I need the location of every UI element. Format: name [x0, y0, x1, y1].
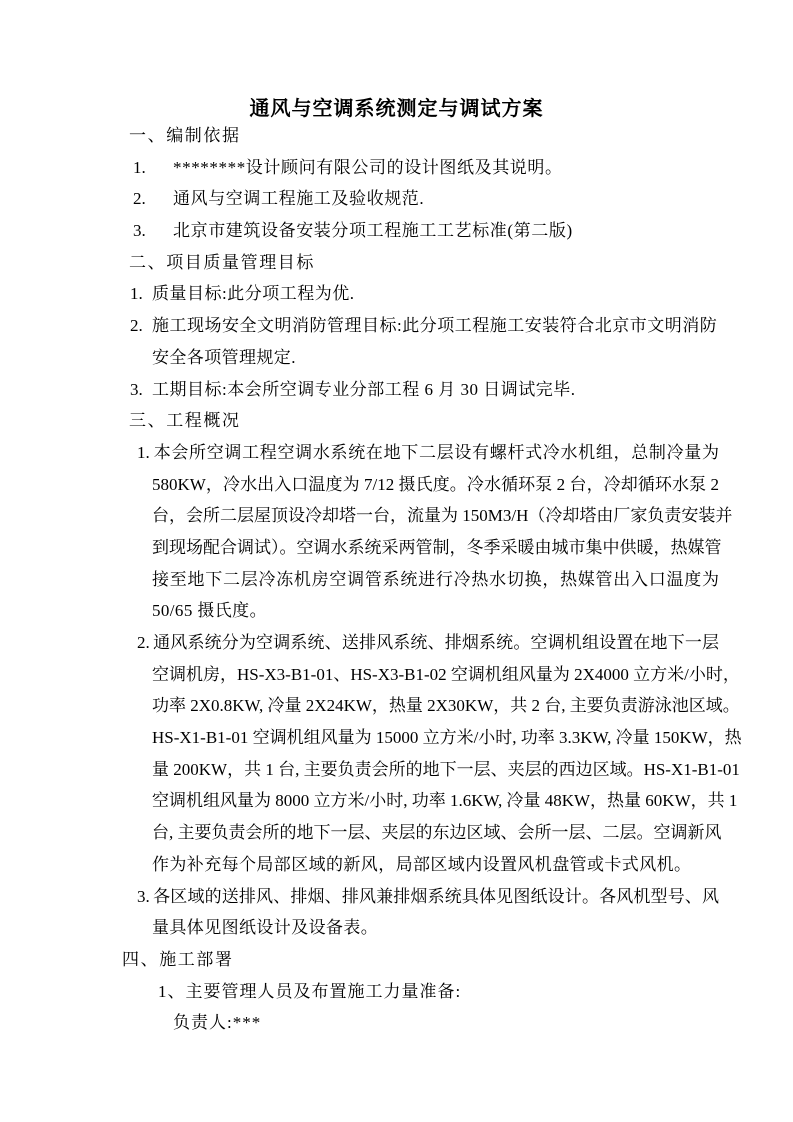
section-heading-3: 三、工程概况 — [129, 411, 241, 431]
item-marker: 3. — [133, 221, 146, 241]
paragraph-line: 台, 主要负责会所的地下一层、夹层的东边区域、会所一层、二层。空调新风 — [152, 823, 722, 843]
item-marker: 2. — [130, 316, 143, 336]
list-item — [0, 215, 793, 247]
list-item — [0, 183, 793, 215]
paragraph-line: 台，会所二层屋顶设冷却塔一台，流量为 150M3/H（冷却塔由厂家负责安装并 — [152, 506, 733, 526]
paragraph-line: 50/65 摄氏度。 — [152, 601, 267, 621]
item-text: 工期目标:本会所空调专业分部工程 6 月 30 日调试完毕. — [152, 379, 576, 399]
paragraph-line: 功率 2X0.8KW, 冷量 2X24KW，热量 2X30KW，共 2 台, 主要负责游泳池区域。 — [152, 696, 740, 716]
paragraph-line: HS-X1-B1-01 空调机组风量为 15000 立方米/小时, 功率 3.3KW, 冷量 150KW，热 — [152, 728, 742, 748]
paragraph-line: 空调机房，HS-X3-B1-01、HS-X3-B1-02 空调机组风量为 2X4000 立方米/小时， — [152, 664, 740, 684]
item-marker: 2. — [137, 633, 150, 652]
paragraph-item — [137, 627, 719, 659]
sub-item-line: 1、主要管理人员及布置施工力量准备: — [158, 981, 462, 1001]
document-title: 通风与空调系统测定与调试方案 — [249, 98, 544, 120]
item-text: 通风与空调工程施工及验收规范. — [173, 189, 425, 209]
item-marker: 3. — [130, 379, 143, 399]
item-marker: 1. — [133, 157, 146, 177]
item-marker: 1. — [130, 284, 143, 304]
paragraph-line: 通风系统分为空调系统、送排风系统、排烟系统。空调机组设置在地下一层 — [153, 633, 719, 652]
list-item-continuation: 安全各项管理规定. — [152, 347, 296, 367]
item-marker: 1. — [137, 442, 150, 462]
paragraph-line: 量 200KW，共 1 台, 主要负责会所的地下一层、夹层的西边区域。HS-X1-B1-01 — [152, 759, 740, 779]
paragraph-line: 本会所空调工程空调水系统在地下二层设有螺杆式冷水机组，总制冷量为 — [153, 442, 719, 462]
paragraph-line: 作为补充每个局部区域的新风，局部区域内设置风机盘管或卡式风机。 — [152, 854, 692, 874]
paragraph-item — [137, 437, 719, 469]
paragraph-line: 580KW，冷水出入口温度为 7/12 摄氏度。冷水循环泵 2 台，冷却循环水泵 2 — [152, 474, 719, 494]
section-heading-2: 二、项目质量管理目标 — [129, 252, 315, 272]
list-item — [0, 278, 793, 310]
paragraph-line: 空调机组风量为 8000 立方米/小时, 功率 1.6KW, 冷量 48KW，热量 60KW，共 1 — [152, 791, 738, 811]
item-marker: 3. — [137, 886, 150, 906]
list-item — [0, 374, 793, 406]
paragraph-line: 各区域的送排风、排烟、排风兼排烟系统具体见图纸设计。各风机型号、风 — [153, 886, 719, 906]
paragraph-line: 接至地下二层冷冻机房空调管系统进行冷热水切换，热媒管出入口温度为 — [152, 569, 719, 589]
item-text: ********设计顾问有限公司的设计图纸及其说明。 — [173, 157, 563, 177]
item-text: 北京市建筑设备安装分项工程施工工艺标准(第二版) — [173, 221, 573, 241]
item-text: 施工现场安全文明消防管理目标:此分项工程施工安装符合北京市文明消防 — [152, 316, 718, 336]
section-heading-1: 一、编制依据 — [129, 126, 241, 145]
section-heading-4: 四、施工部署 — [122, 949, 234, 969]
paragraph-line: 量具体见图纸设计及设备表。 — [152, 918, 379, 938]
responsible-person-line: 负责人:*** — [173, 1013, 262, 1033]
document-body — [0, 120, 793, 1039]
paragraph-line: 到现场配合调试）。空调水系统采两管制，冬季采暖由城市集中供暖，热媒管 — [152, 537, 722, 557]
item-text: 质量目标:此分项工程为优. — [152, 284, 355, 304]
paragraph-item — [137, 881, 719, 913]
list-item — [0, 152, 793, 184]
list-item — [0, 310, 793, 342]
item-marker: 2. — [133, 189, 146, 209]
